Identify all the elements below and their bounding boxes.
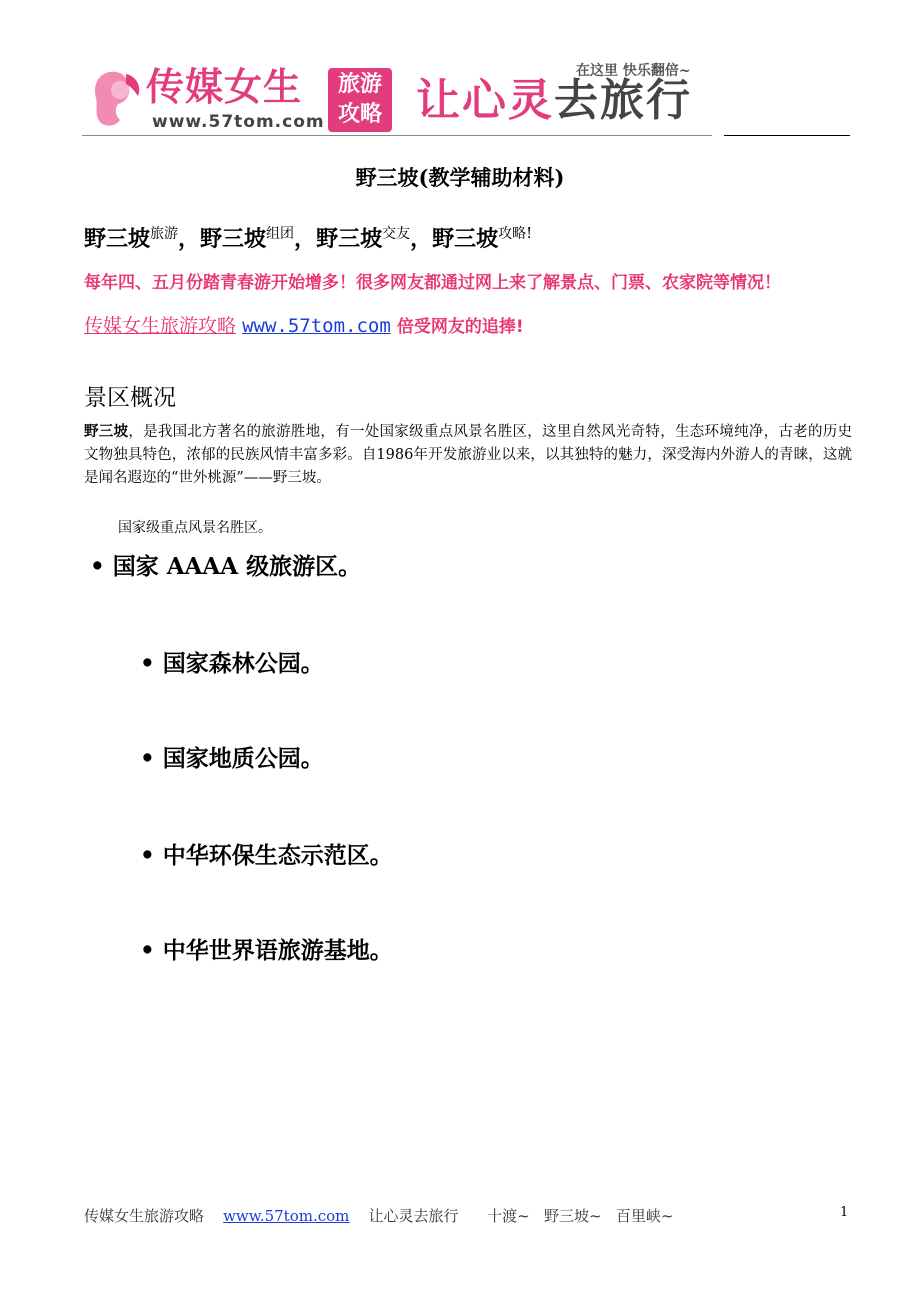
slogan-small: 在这里 快乐翻倍~ (576, 63, 691, 79)
intro-paragraph (84, 420, 852, 490)
keyword-sep: ， (410, 226, 433, 252)
keyword-sep: ， (294, 226, 317, 252)
girl-silhouette-logo (86, 66, 146, 130)
bullet-item: • 中华世界语旅游基地。 (140, 937, 393, 964)
bullet-item: • 国家森林公园。 (140, 650, 324, 677)
keyword-main: 野三坡 (200, 226, 267, 252)
slogan-part2: 去旅行 (554, 75, 692, 126)
bullet-item: • 国家 AAAA 级旅游区。 (90, 553, 362, 580)
slogan-main (416, 74, 692, 128)
page-number: 1 (840, 1205, 849, 1220)
keyword-sup: 旅游 (150, 226, 179, 242)
footer-slogan: 让心灵去旅行 (368, 1207, 459, 1225)
promo-site-link[interactable]: www.57tom.com (242, 315, 391, 337)
promo-line: 每年四、五月份踏青春游开始增多！很多网友都通过网上来了解景点、门票、农家院等情况！ (84, 273, 781, 293)
header-rule-left (82, 135, 712, 136)
brand-name: 传媒女生 (146, 65, 303, 109)
document-title: 野三坡(教学辅助材料) (355, 165, 565, 190)
promo-brand-link[interactable]: 传媒女生旅游攻略 (84, 315, 237, 337)
keyword-sup: 组团 (266, 226, 295, 242)
keyword-line (84, 222, 532, 253)
footer-site-link[interactable]: www.57tom.com (223, 1207, 350, 1225)
intro-text: ，是我国北方著名的旅游胜地，有一处国家级重点风景名胜区，这里自然风光奇特，生态环境纯净，古老的历史文物独具特色，浓郁的民族风情丰富多彩。自1986年开发旅游业以来，以其独特的魅力，深受海内外游人的青睐，这就是闻名遐迩的“世外桃源”——野三坡。 (84, 424, 853, 486)
sub-note: 国家级重点风景名胜区。 (118, 520, 272, 536)
keyword-main: 野三坡 (316, 226, 383, 252)
brand-url: www.57tom.com (152, 112, 325, 132)
bullet-item: • 国家地质公园。 (140, 745, 324, 772)
keyword-main: 野三坡 (432, 226, 499, 252)
brand-tag-box (328, 68, 392, 132)
slogan-part1: 让心灵 (416, 75, 554, 126)
brand-tag-line1: 旅游 (337, 72, 382, 97)
section-heading: 景区概况 (84, 385, 176, 411)
keyword-sep: ! (526, 224, 533, 242)
promo-link-line (84, 311, 524, 338)
brand-tag-line2: 攻略 (337, 102, 382, 127)
keyword-sep: ， (178, 226, 201, 252)
keyword-main: 野三坡 (84, 226, 151, 252)
keyword-sup: 攻略 (498, 226, 527, 242)
bullet-item: • 中华环保生态示范区。 (140, 842, 393, 869)
footer-places: 十渡~ 野三坡~ 百里峡~ (487, 1207, 674, 1225)
page-footer (84, 1205, 673, 1226)
header-banner (82, 60, 712, 136)
keyword-sup: 交友 (382, 226, 411, 242)
intro-bold: 野三坡 (84, 423, 129, 440)
header-rule-right (724, 135, 850, 136)
promo-tail: 倍受网友的追捧! (396, 317, 524, 337)
footer-brand: 传媒女生旅游攻略 (84, 1207, 205, 1225)
